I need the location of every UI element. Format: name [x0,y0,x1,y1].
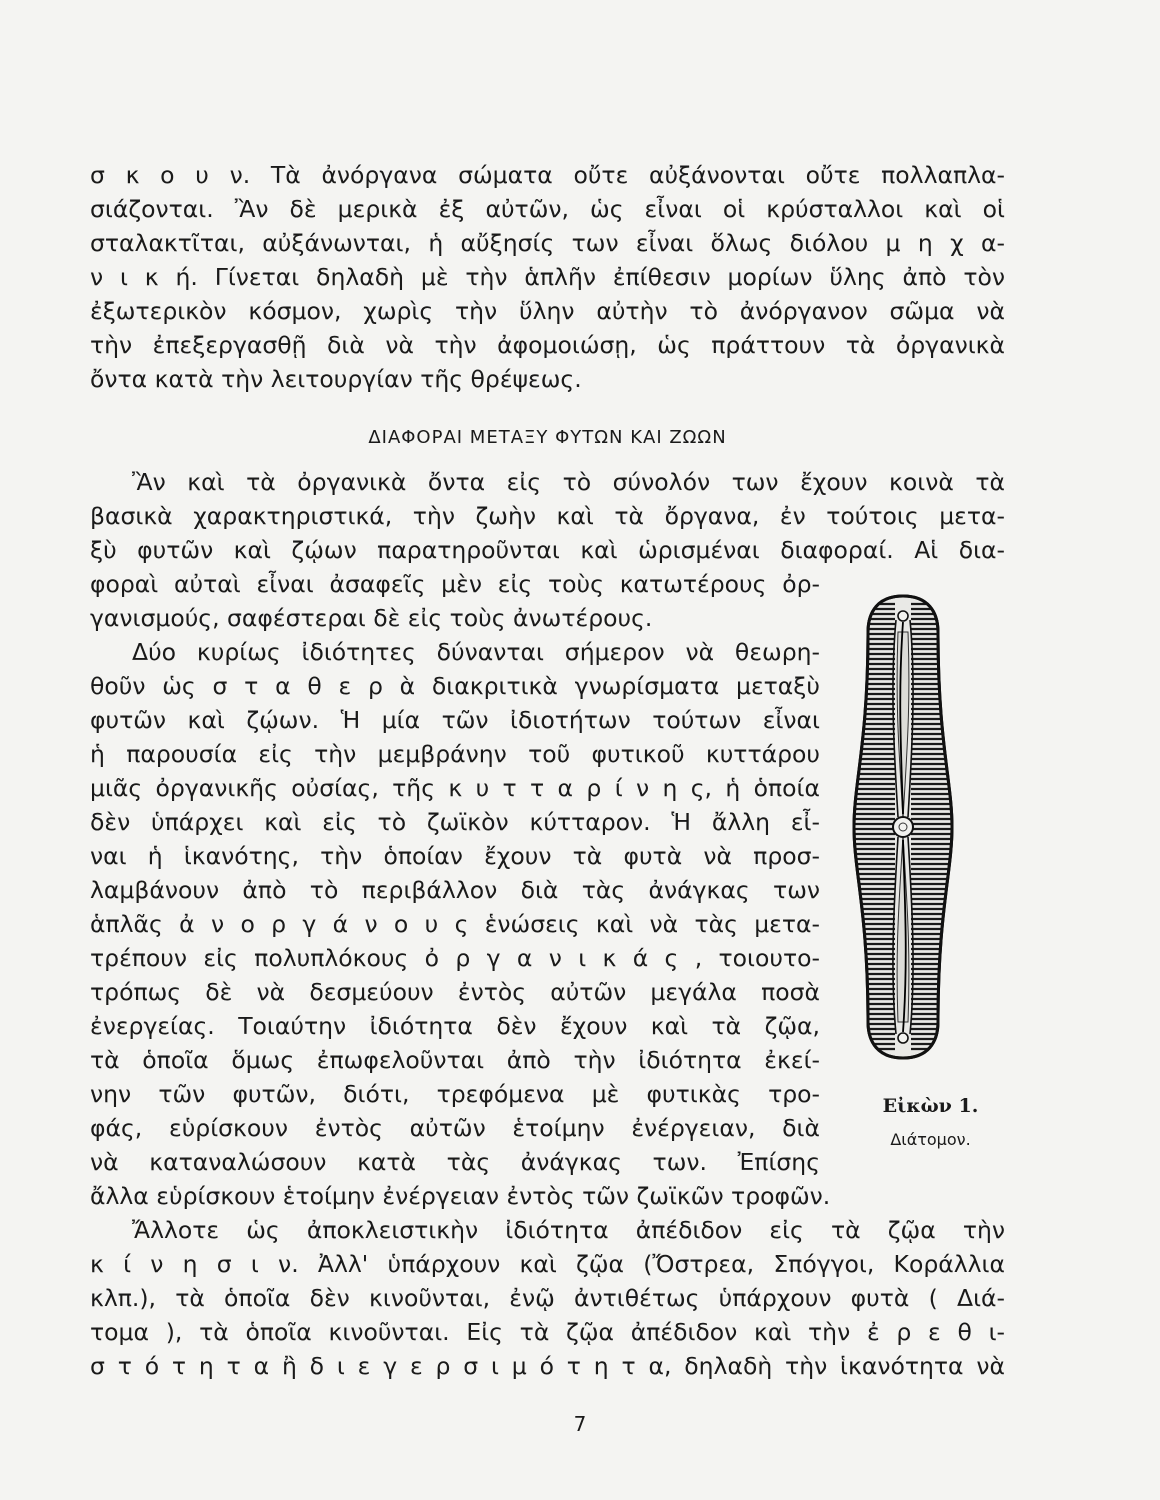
text-line: φυτῶν καὶ ζῴων. Ἡ μία τῶν ἰδιοτήτων τούτων εἶναι [90,706,820,734]
paragraph-3-end [90,1179,1005,1213]
text-line: ἁπλᾶς ἀ ν ο ρ γ ά ν ο υ ς ἑνώσεις καὶ νὰ τὰς μετα- [90,910,820,938]
text-line: λαμβάνουν ἀπὸ τὸ περιβάλλον διὰ τὰς ἀνάγκας των [90,876,820,904]
paragraph-2 [90,465,1005,567]
text-line: ἄλλα εὑρίσκουν ἑτοίμην ἐνέργειαν ἐντὸς τῶν ζωϊκῶν τροφῶν. [90,1182,831,1210]
text-line: τὴν ἐπεξεργασθῇ διὰ νὰ τὴν ἀφομοιώσῃ, ὡς πράττουν τὰ ὀργανικὰ [90,331,1005,359]
text-line: νὰ καταναλώσουν κατὰ τὰς ἀνάγκας των. Ἐπίσης [90,1148,820,1176]
text-line: φοραὶ αὐταὶ εἶναι ἀσαφεῖς μὲν εἰς τοὺς κατωτέρους ὀρ- [90,570,820,598]
diatom-svg [848,592,958,1062]
text-line: φάς, εὑρίσκουν ἐντὸς αὐτῶν ἑτοίμην ἐνέργειαν, διὰ [90,1114,820,1142]
text-line: τρόπως δὲ νὰ δεσμεύουν ἐντὸς αὐτῶν μεγάλα ποσὰ [90,978,820,1006]
text-line: σ κ ο υ ν. Τὰ ἀνόργανα σώματα οὔτε αὐξάνονται οὔτε πολλαπλα- [90,161,1005,189]
text-line: Ἂν καὶ τὰ ὀργανικὰ ὄντα εἰς τὸ σύνολόν των ἔχουν κοινὰ τὰ [132,468,1005,496]
text-line: ἐνεργείας. Τοιαύτην ἰδιότητα δὲν ἔχουν καὶ τὰ ζῷα, [90,1012,820,1040]
text-line: σιάζονται. Ἂν δὲ μερικὰ ἐξ αὐτῶν, ὡς εἶναι οἱ κρύσταλλοι καὶ οἱ [90,195,1005,223]
text-line: κλπ.), τὰ ὁποῖα δὲν κινοῦνται, ἐνῷ ἀντιθέτως ὑπάρχουν φυτὰ ( Διά- [90,1284,1005,1312]
text-line: τὰ ὁποῖα ὅμως ἐπωφελοῦνται ἀπὸ τὴν ἰδιότητα ἐκεί- [90,1046,820,1074]
text-line: ν ι κ ή. Γίνεται δηλαδὴ μὲ τὴν ἁπλῆν ἐπίθεσιν μορίων ὕλης ἀπὸ τὸν [90,263,1005,291]
text-line: δὲν ὑπάρχει καὶ εἰς τὸ ζωϊκὸν κύτταρον. Ἡ ἄλλη εἶ- [90,808,820,836]
text-line: τομα ), τὰ ὁποῖα κινοῦνται. Εἰς τὰ ζῷα ἀπέδιδον καὶ τὴν ἐ ρ ε θ ι- [90,1318,1005,1346]
page-number: 7 [573,1412,587,1436]
text-line: μιᾶς ὀργανικῆς οὐσίας, τῆς κ υ τ τ α ρ ί ν η ς, ἡ ὁποία [90,774,820,802]
text-line: βασικὰ χαρακτηριστικά, τὴν ζωὴν καὶ τὰ ὄργανα, ἐν τούτοις μετα- [90,502,1005,530]
paragraph-3 [90,635,820,1179]
text-line: σταλακτῖται, αὐξάνωνται, ἡ αὔξησίς των εἶναι ὅλως διόλου μ η χ α- [90,229,1005,257]
figure-caption-title: Εἰκὼν 1. [882,1095,979,1117]
text-line: γανισμούς, σαφέστεραι δὲ εἰς τοὺς ἀνωτέρους. [90,604,653,632]
text-line: ξὺ φυτῶν καὶ ζῴων παρατηροῦνται καὶ ὡρισμέναι διαφοραί. Αἱ δια- [90,536,1005,564]
text-line: ναι ἡ ἱκανότης, τὴν ὁποίαν ἔχουν τὰ φυτὰ νὰ προσ- [90,842,820,870]
text-line: νην τῶν φυτῶν, διότι, τρεφόμενα μὲ φυτικὰς τρο- [90,1080,820,1108]
figure-caption-subtitle: Διάτομον. [890,1130,971,1149]
paragraph-1 [90,158,1005,396]
text-line: ὄντα κατὰ τὴν λειτουργίαν τῆς θρέψεως. [90,365,582,393]
text-line: Δύο κυρίως ἰδιότητες δύνανται σήμερον νὰ θεωρη- [132,638,820,666]
text-line: ἡ παρουσία εἰς τὴν μεμβράνην τοῦ φυτικοῦ κυττάρου [90,740,820,768]
text-line: τρέπουν εἰς πολυπλόκους ὀ ρ γ α ν ι κ ά ς , τοιουτο- [90,944,820,972]
diatom-illustration [848,592,958,1062]
text-line: θοῦν ὡς σ τ α θ ε ρ ὰ διακριτικὰ γνωρίσματα μεταξὺ [90,672,820,700]
text-line: σ τ ό τ η τ α ἢ δ ι ε γ ε ρ σ ι μ ό τ η τ α, δηλαδὴ τὴν ἱκανότητα νὰ [90,1352,1005,1380]
paragraph-4 [90,1213,1005,1383]
section-heading: ΔΙΑΦΟΡΑΙ ΜΕΤΑΞΥ ΦΥΤΩΝ ΚΑΙ ΖΩΩΝ [368,427,727,448]
text-line: Ἄλλοτε ὡς ἀποκλειστικὴν ἰδιότητα ἀπέδιδον εἰς τὰ ζῷα τὴν [132,1216,1005,1244]
paragraph-2-continued [90,567,820,635]
text-line: ἐξωτερικὸν κόσμον, χωρὶς τὴν ὕλην αὐτὴν τὸ ἀνόργανον σῶμα νὰ [90,297,1005,325]
text-line: κ ί ν η σ ι ν. Ἀλλ' ὑπάρχουν καὶ ζῷα (Ὄστρεα, Σπόγγοι, Κοράλλια [90,1250,1005,1278]
